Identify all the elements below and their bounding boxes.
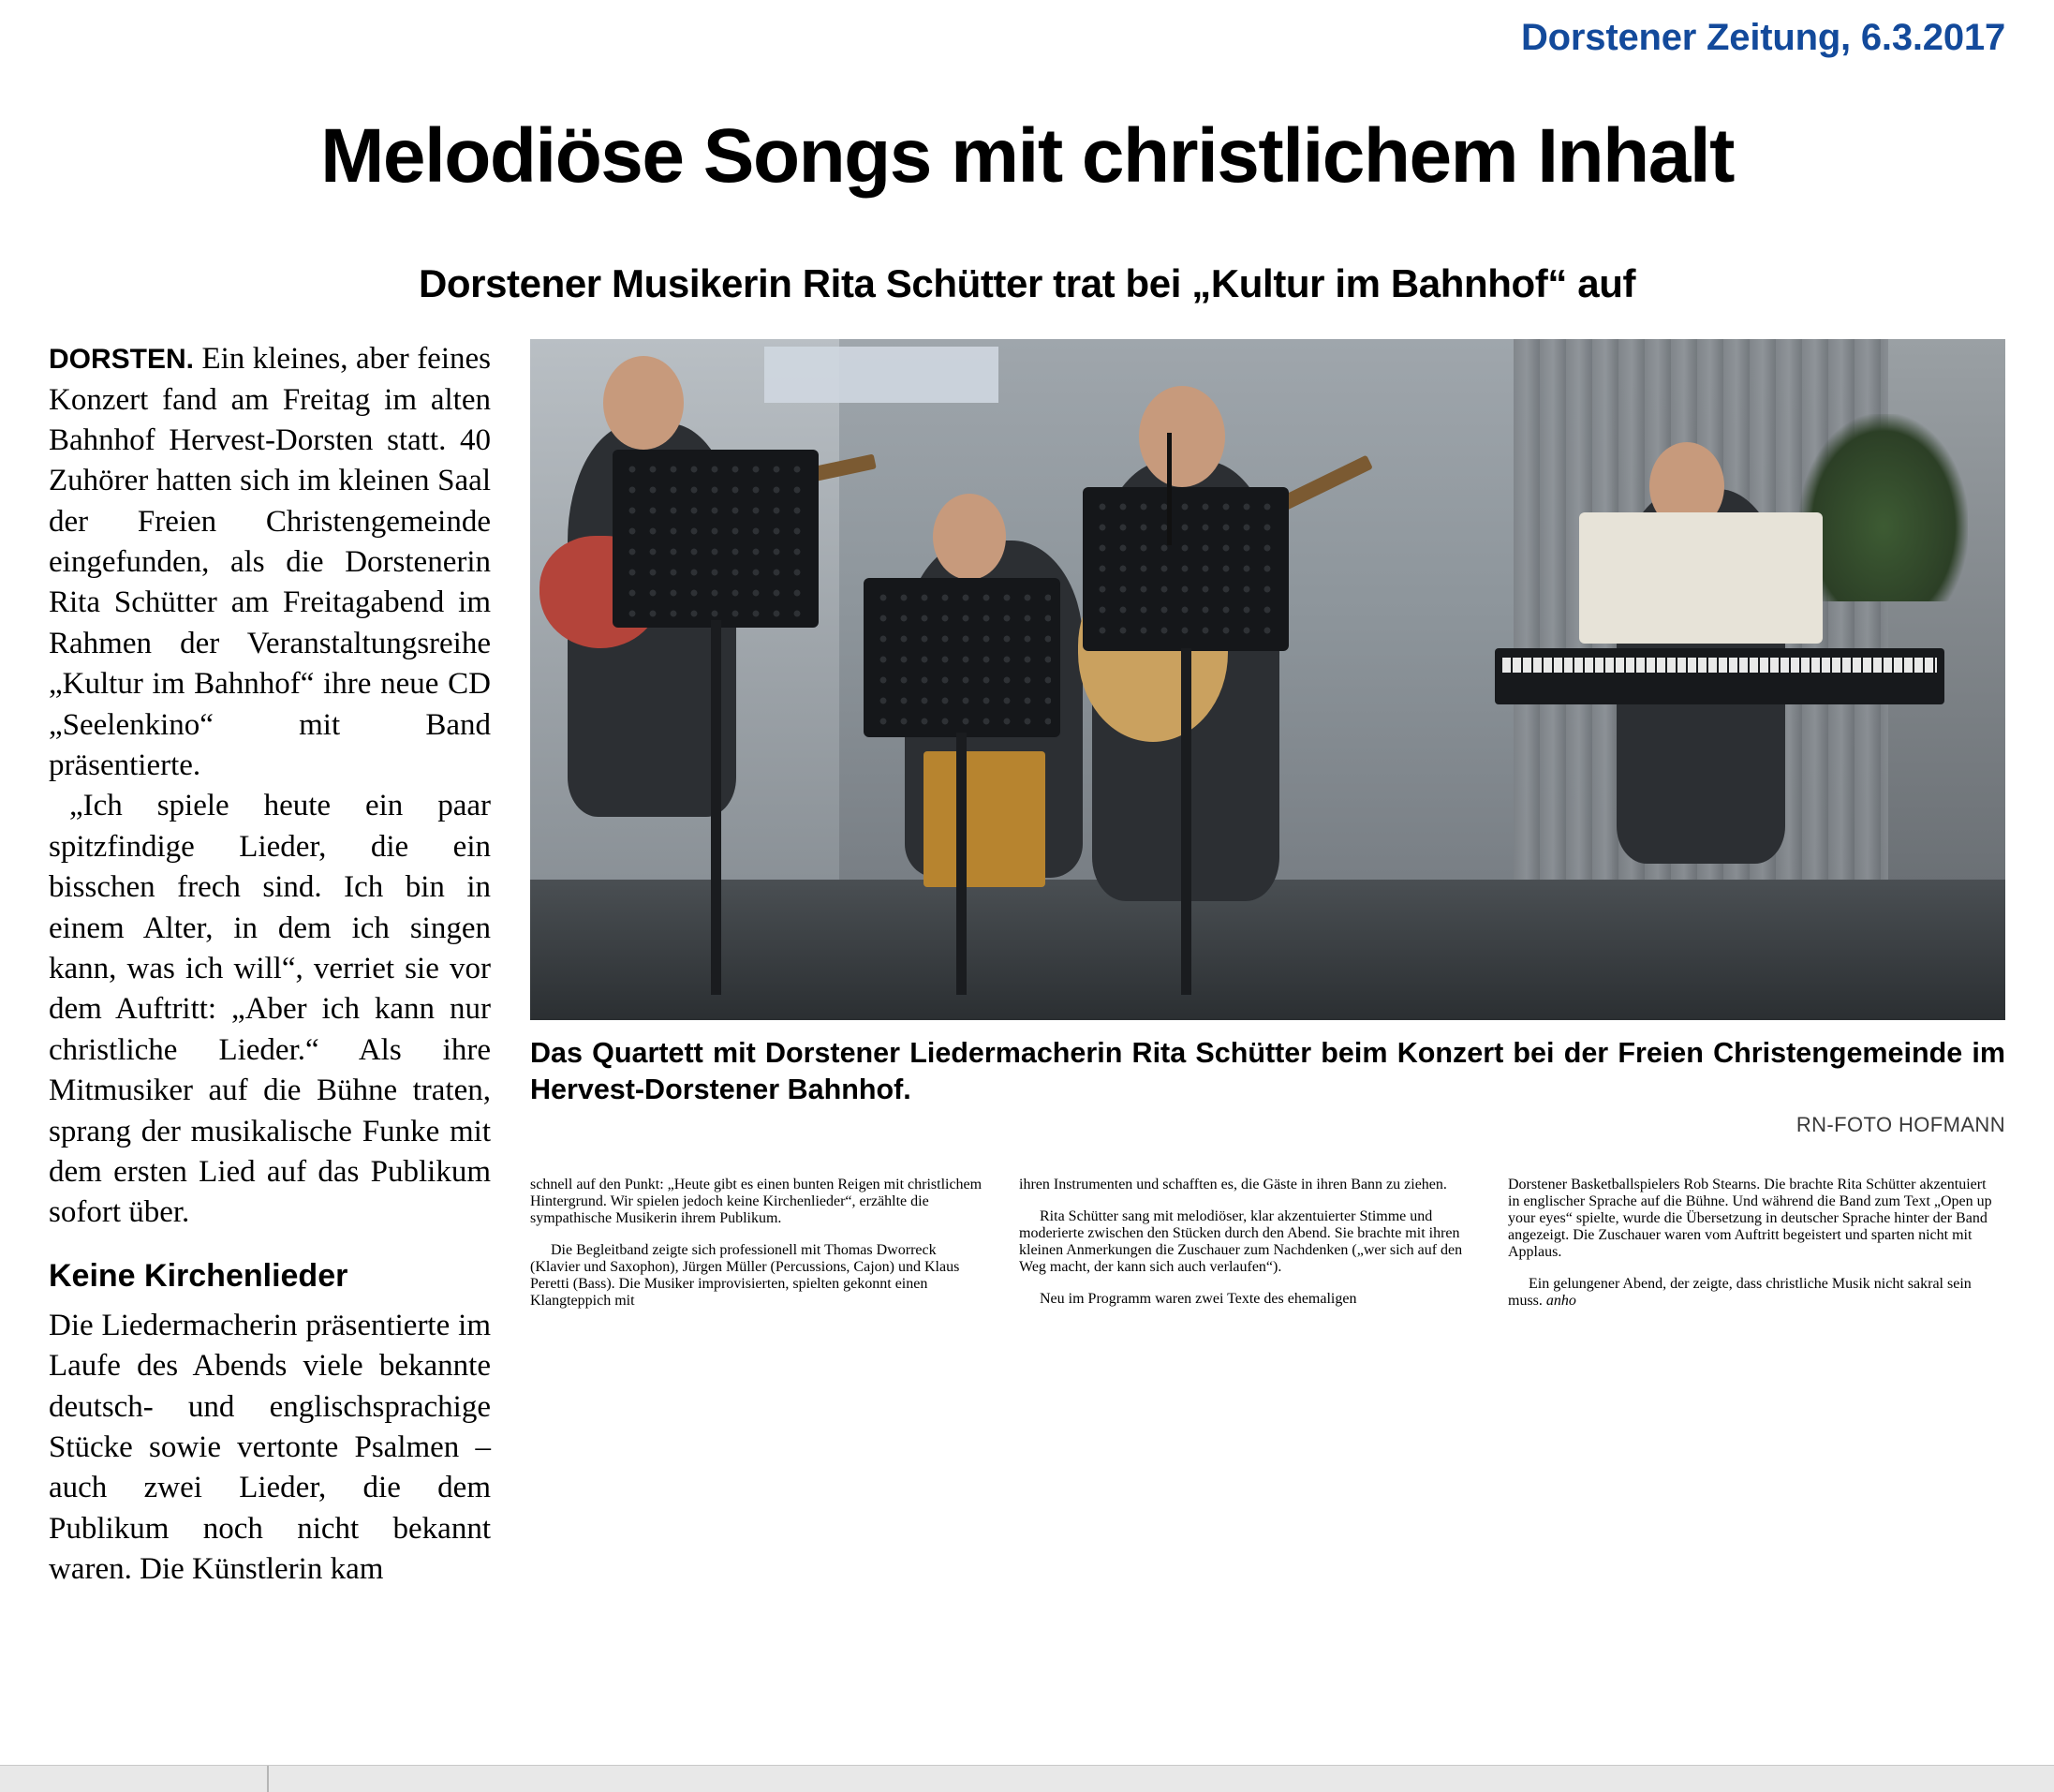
paragraph-col3-2: Rita Schütter sang mit melodiöser, klar akzentuierter Stimme und moderierte zwischen den Stücken durch den Abend. Sie brachte mit ihren kleinen Anmerkungen die Zuschauer zum Nachdenken („wer sich auf den Weg macht, der kann sich auch verlaufen“). [1019,1207,1463,1275]
paragraph-quote: „Ich spiele heute ein paar spitzfindige Lieder, die ein bisschen frech sind. Ich bin in einem Alter, in dem ich singen kann, was ich will“, verriet sie vor dem Auftritt: „Aber ich kann nur christliche Lieder.“ Als ihre Mitmusiker auf die Bühne traten, sprang der musikalische Funke mit dem ersten Lied auf das Publikum sofort über. [49,789,491,1230]
paragraph-col1-continued: Die Liedermacherin präsentierte im Laufe des Abends viele bekannte deutsch- und englischsprachige Stücke sowie vertonte Psalmen – auch zwei Lieder, die dem Publikum noch nicht bekannt waren. Die Künstlerin kam [49,1308,491,1587]
photo-credit: RN-FOTO HOFMANN [1795,1112,2005,1136]
column-2 [530,1162,1019,1325]
photo-projection-screen [764,347,998,403]
paragraph-col3-1: ihren Instrumenten und schafften es, die Gäste in ihren Bann zu ziehen. [1019,1176,1447,1192]
paragraph-col4-1: Dorstener Basketballspielers Rob Stearns. Die brachte Rita Schütter akzentuiert in englischer Sprache auf die Bühne. Und während die Band zum Text „Open up your eyes“ spielte, wurde die Übersetzung in deutscher Sprache hinter der Band angezeigt. Die Zuschauer waren vom Auftritt begeistert und sparten nicht mit Applaus. [1508,1176,1992,1260]
photo-head-bassist [603,356,684,450]
photo-music-stand-1 [613,450,819,628]
byline: anho [1545,1292,1576,1309]
photo-stand-pole-2 [956,733,967,995]
article-body [0,339,2054,1590]
photo-cajon [924,751,1045,887]
paragraph-col2-2: Die Begleitband zeigte sich professionell mit Thomas Dworreck (Klavier und Saxophon), Jürgen Müller (Percussions, Cajon) und Klaus Peretti (Bass). Die Musiker improvisierten, spielten gekonnt einen Klangteppich mit [530,1241,960,1309]
lead-paragraph [49,339,491,786]
photo-head-singer [1139,386,1225,487]
page-bottom-rule [0,1765,2054,1792]
section-subhead: Keine Kirchenlieder [49,1257,348,1294]
photo-caption: Das Quartett mit Dorstener Liedermacherin Rita Schütter beim Konzert bei der Freien Christengemeinde im Hervest-Dorstener Bahnhof. [530,1037,2005,1105]
paragraph-col3-3: Neu im Programm waren zwei Texte des ehemaligen [1040,1290,1357,1307]
paragraph-col4-2 [1508,1276,1997,1310]
page-title: Melodiöse Songs mit christlichem Inhalt [320,112,1734,199]
column-1 [49,339,530,1590]
publication-source: Dorstener Zeitung, 6.3.2017 [1520,17,2005,58]
photo-block [530,339,2005,1325]
column-4 [1508,1162,1997,1325]
photo-floor [530,880,2005,1020]
photo-stand-pole-3 [1181,648,1191,995]
lead-paragraph-text: Ein kleines, aber feines Konzert fand am Freitag im alten Bahnhof Hervest-Dorsten statt. 40 Zuhörer hatten sich im kleinen Saal der Freien Christengemeinde eingefunden, als die Dorstenerin Rita Schütter am Freitagabend im Rahmen der Veranstaltungsreihe „Kultur im Bahnhof“ ihre neue CD „Seelenkino“ mit Band präsentierte. [49,342,491,783]
top-section [49,339,2005,1590]
photo-keyboard [1495,648,1944,704]
photo-mic-stand [1167,433,1172,545]
photo-head-percussion [933,494,1006,580]
lower-columns [530,1162,2005,1325]
photo-music-stand-2 [864,578,1060,737]
photo-plant [1799,414,1968,601]
photo-music-stand-4 [1579,512,1823,644]
concert-photo [530,339,2005,1020]
dateline: DORSTEN. [49,344,195,376]
photo-music-stand-3 [1083,487,1289,651]
paragraph-col2-1: schnell auf den Punkt: „Heute gibt es einen bunten Reigen mit christlichem Hintergrund. Wir spielen jedoch keine Kirchenlieder“, erzählte die sympathische Musikerin ihrem Publikum. [530,1176,983,1226]
paragraph-col4-2-text: Ein gelungener Abend, der zeigte, dass christliche Musik nicht sakral sein muss. [1508,1275,1972,1309]
photo-stand-pole-1 [711,620,721,995]
subtitle: Dorstener Musikerin Rita Schütter trat bei „Kultur im Bahnhof“ auf [418,260,1636,305]
page-bottom-tick [267,1766,269,1792]
column-3 [1019,1162,1508,1325]
